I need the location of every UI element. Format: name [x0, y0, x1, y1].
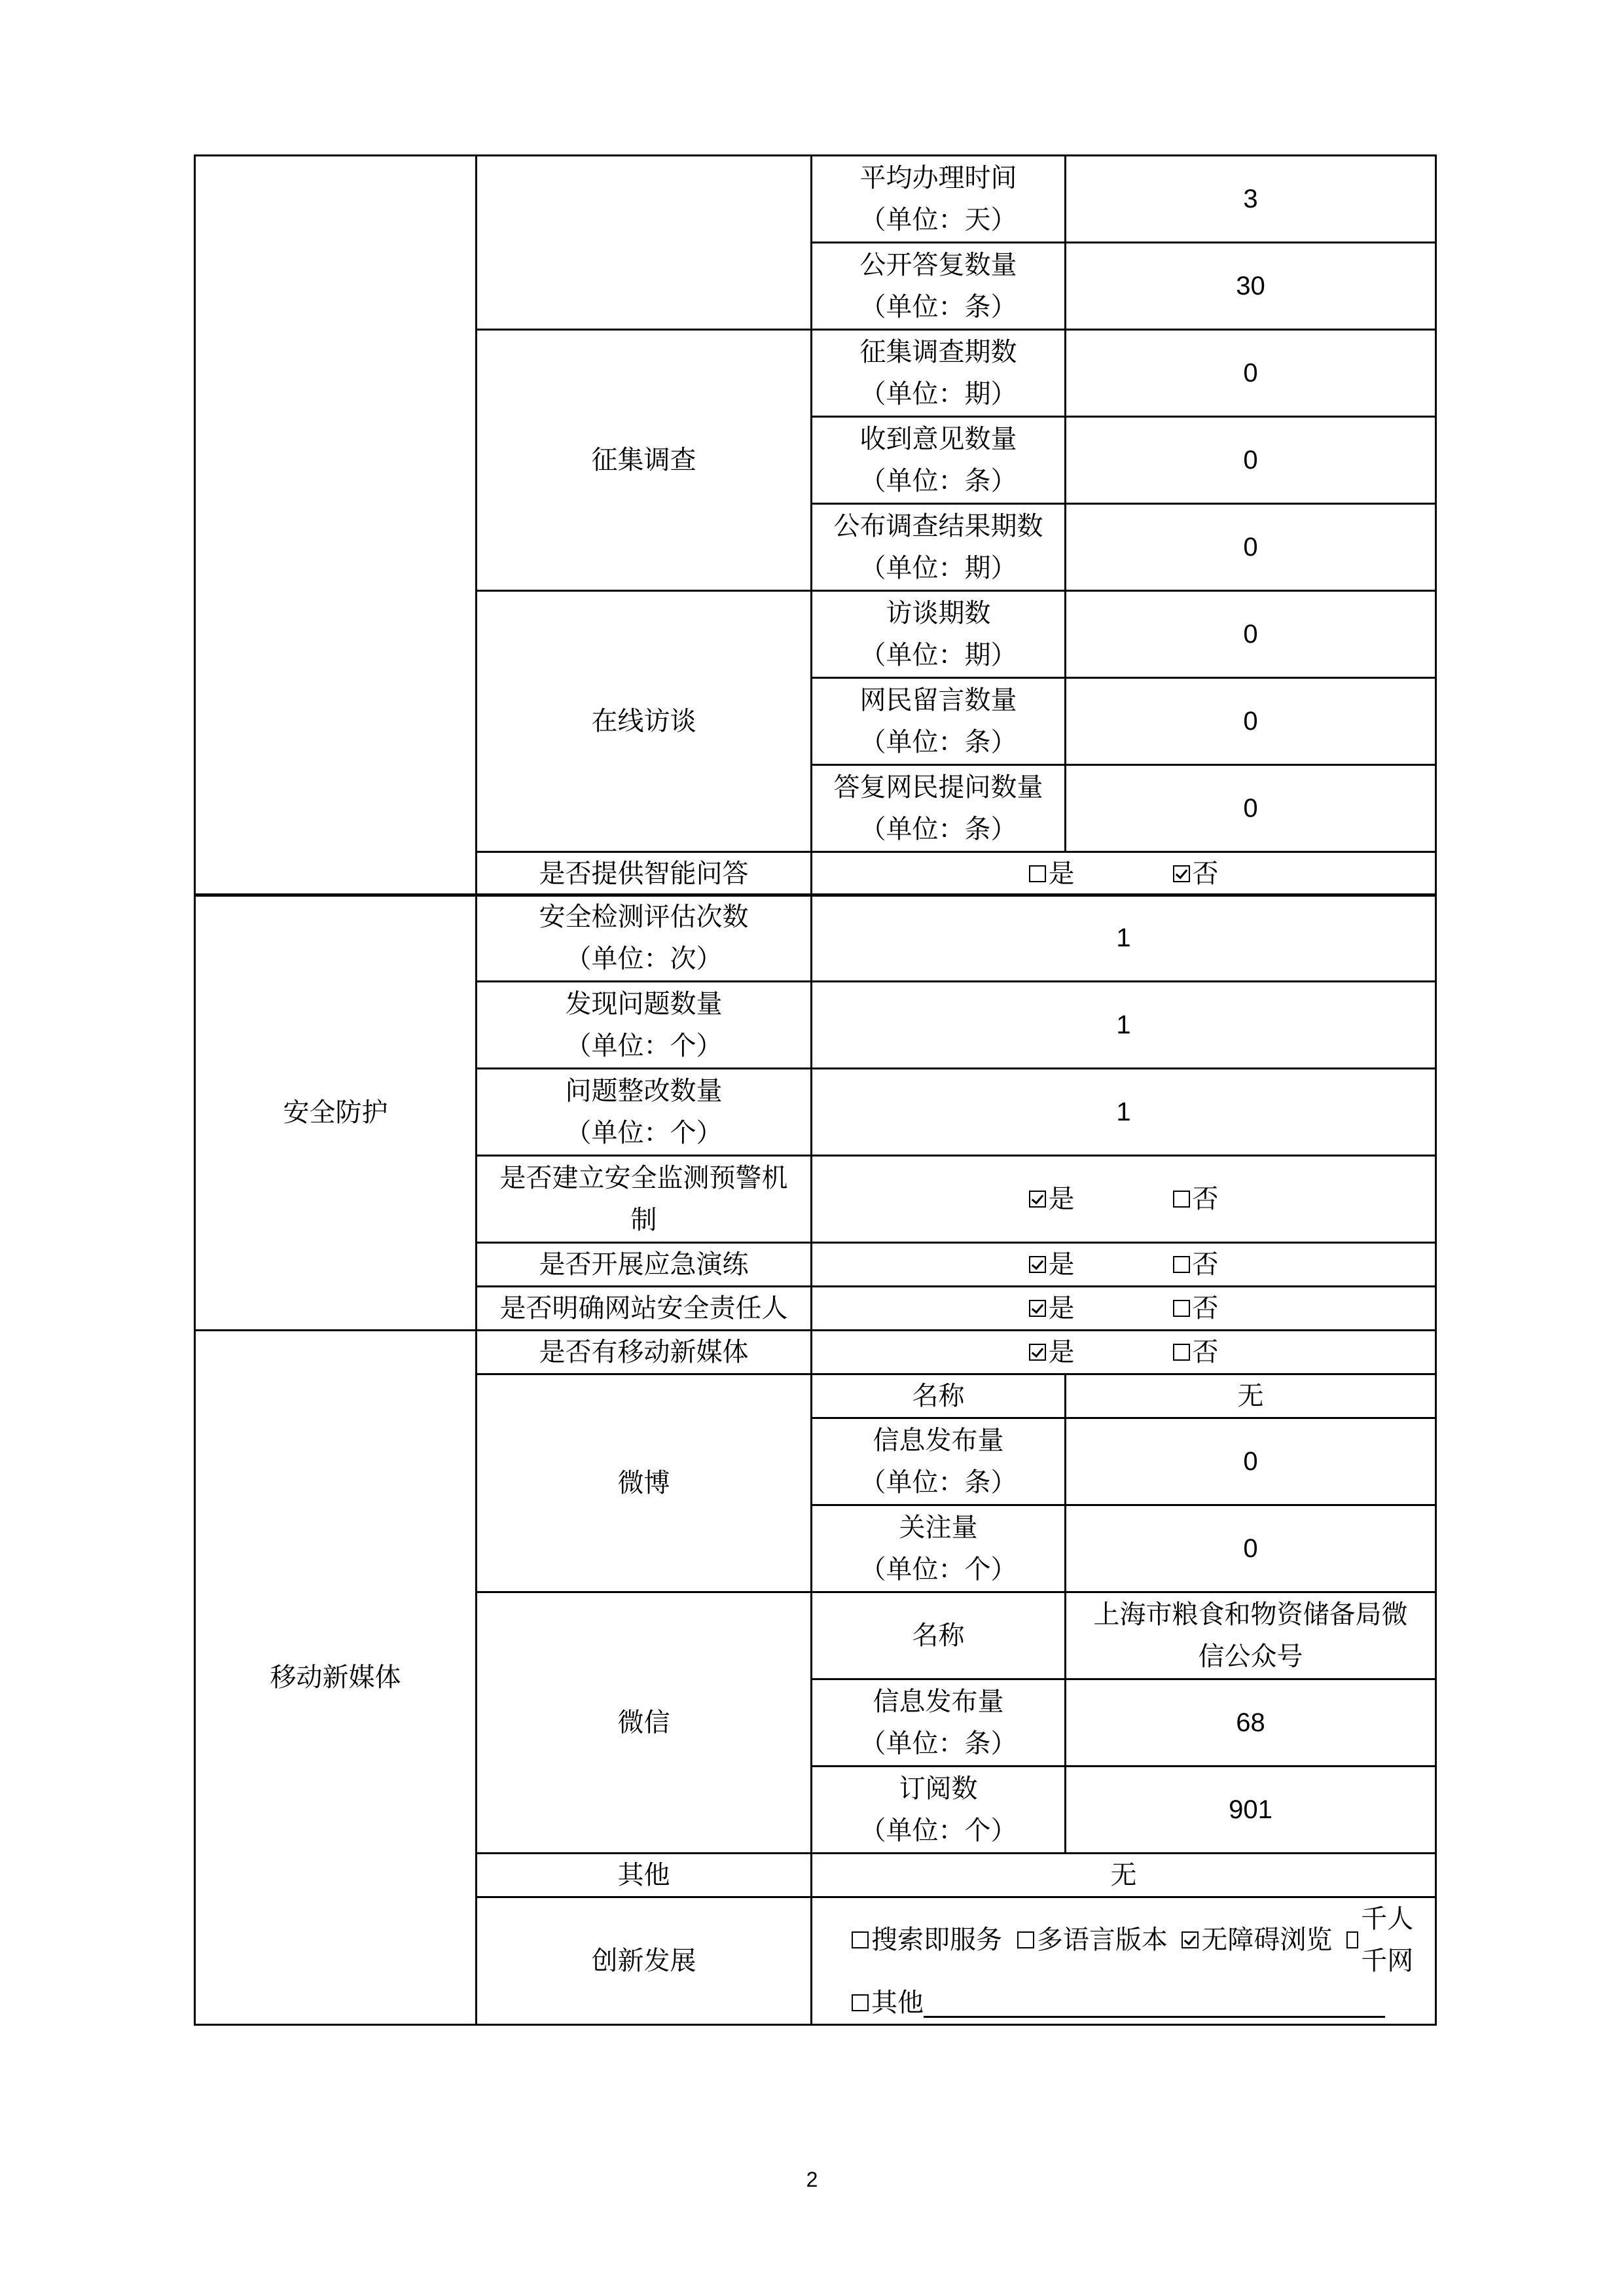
- checkbox-empty-icon: [1173, 1191, 1190, 1208]
- smart-qa-yes-option[interactable]: 是: [1029, 853, 1075, 895]
- checkbox-empty-icon: [1346, 1931, 1358, 1948]
- wechat-posts-value: 68: [1066, 1679, 1436, 1767]
- interview-answers-label: 答复网民提问数量 （单位：条）: [812, 765, 1066, 852]
- survey-opinions-value: 0: [1066, 417, 1436, 504]
- innovation-option-personalized[interactable]: 千人千网: [1346, 1898, 1430, 1982]
- survey-group-label: 征集调查: [477, 330, 812, 591]
- wechat-posts-label: 信息发布量 （单位：条）: [812, 1679, 1066, 1767]
- smart-qa-label: 是否提供智能问答: [477, 852, 812, 896]
- innovation-option-other[interactable]: 其他: [852, 1982, 1385, 2024]
- innovation-option-search[interactable]: 搜索即服务: [852, 1898, 1017, 1982]
- security-checks-label: 安全检测评估次数 （单位：次）: [477, 895, 812, 982]
- weibo-group-label: 微博: [477, 1374, 812, 1592]
- checkbox-empty-icon: [1017, 1931, 1034, 1948]
- media-group-label: 移动新媒体: [195, 1331, 477, 2025]
- interview-group-label: 在线访谈: [477, 591, 812, 852]
- security-warning-yes-option[interactable]: 是: [1029, 1178, 1075, 1220]
- wechat-group-label: 微信: [477, 1592, 812, 1854]
- security-problems-value: 1: [812, 982, 1436, 1069]
- security-drill-yes-option[interactable]: 是: [1029, 1244, 1075, 1285]
- interview-messages-label: 网民留言数量 （单位：条）: [812, 678, 1066, 765]
- checkbox-checked-icon: [1029, 1256, 1046, 1273]
- checkbox-checked-icon: [1182, 1931, 1199, 1948]
- survey-results-label: 公布调查结果期数 （单位：期）: [812, 504, 1066, 591]
- public-replies-label: 公开答复数量 （单位：条）: [812, 243, 1066, 330]
- security-drill-choice: [812, 1243, 1436, 1287]
- weibo-posts-label: 信息发布量 （单位：条）: [812, 1418, 1066, 1505]
- weibo-followers-label: 关注量 （单位：个）: [812, 1505, 1066, 1592]
- survey-opinions-label: 收到意见数量 （单位：条）: [812, 417, 1066, 504]
- weibo-name-value: 无: [1066, 1374, 1436, 1418]
- survey-issues-label: 征集调查期数 （单位：期）: [812, 330, 1066, 417]
- checkbox-empty-icon: [1173, 1344, 1190, 1361]
- innovation-option-accessibility[interactable]: 无障碍浏览: [1182, 1898, 1346, 1982]
- has-media-yes-option[interactable]: 是: [1029, 1331, 1075, 1373]
- security-drill-label: 是否开展应急演练: [477, 1243, 812, 1287]
- checkbox-checked-icon: [1029, 1191, 1046, 1208]
- weibo-followers-value: 0: [1066, 1505, 1436, 1592]
- has-media-choice: [812, 1331, 1436, 1374]
- wechat-subscribers-value: 901: [1066, 1767, 1436, 1854]
- weibo-posts-value: 0: [1066, 1418, 1436, 1505]
- avg-time-value: 3: [1066, 156, 1436, 243]
- public-replies-value: 30: [1066, 243, 1436, 330]
- page-number: 2: [806, 2168, 818, 2191]
- security-warning-no-option[interactable]: 否: [1173, 1178, 1219, 1220]
- security-responsible-yes-option[interactable]: 是: [1029, 1287, 1075, 1329]
- statistics-table: [194, 154, 1437, 897]
- other-fill-in-line[interactable]: [924, 1988, 1385, 2018]
- innovation-option-multilanguage[interactable]: 多语言版本: [1017, 1898, 1182, 1982]
- wechat-subscribers-label: 订阅数 （单位：个）: [812, 1767, 1066, 1854]
- interview-answers-value: 0: [1066, 765, 1436, 852]
- wechat-name-value: 上海市粮食和物资储备局微 信公众号: [1066, 1592, 1436, 1679]
- security-checks-value: 1: [812, 895, 1436, 982]
- media-other-value: 无: [812, 1854, 1436, 1897]
- checkbox-checked-icon: [1029, 1300, 1046, 1317]
- statistics-table-security-media: [194, 893, 1437, 2026]
- checkbox-checked-icon: [1173, 865, 1190, 882]
- interview-issues-value: 0: [1066, 591, 1436, 678]
- has-media-label: 是否有移动新媒体: [477, 1331, 812, 1374]
- smart-qa-choice: [812, 852, 1436, 896]
- checkbox-checked-icon: [1029, 1344, 1046, 1361]
- checkbox-empty-icon: [1173, 1256, 1190, 1273]
- security-responsible-no-option[interactable]: 否: [1173, 1287, 1219, 1329]
- column-b-empty-cell: [477, 156, 812, 330]
- security-responsible-label: 是否明确网站安全责任人: [477, 1287, 812, 1331]
- security-fixed-label: 问题整改数量 （单位：个）: [477, 1069, 812, 1156]
- security-responsible-choice: [812, 1287, 1436, 1331]
- checkbox-empty-icon: [852, 1994, 869, 2011]
- checkbox-empty-icon: [1173, 1300, 1190, 1317]
- innovation-options: [812, 1897, 1436, 2025]
- column-a-empty-cell: [195, 156, 477, 896]
- security-problems-label: 发现问题数量 （单位：个）: [477, 982, 812, 1069]
- survey-issues-value: 0: [1066, 330, 1436, 417]
- checkbox-empty-icon: [852, 1931, 869, 1948]
- security-warning-choice: [812, 1156, 1436, 1243]
- interview-messages-value: 0: [1066, 678, 1436, 765]
- security-warning-label: 是否建立安全监测预警机 制: [477, 1156, 812, 1243]
- security-drill-no-option[interactable]: 否: [1173, 1244, 1219, 1285]
- has-media-no-option[interactable]: 否: [1173, 1331, 1219, 1373]
- weibo-name-label: 名称: [812, 1374, 1066, 1418]
- checkbox-empty-icon: [1029, 865, 1046, 882]
- media-other-label: 其他: [477, 1854, 812, 1897]
- wechat-name-label: 名称: [812, 1592, 1066, 1679]
- smart-qa-no-option[interactable]: 否: [1173, 853, 1219, 895]
- interview-issues-label: 访谈期数 （单位：期）: [812, 591, 1066, 678]
- avg-time-label: 平均办理时间 （单位：天）: [812, 156, 1066, 243]
- survey-results-value: 0: [1066, 504, 1436, 591]
- security-group-label: 安全防护: [195, 895, 477, 1331]
- security-fixed-value: 1: [812, 1069, 1436, 1156]
- innovation-group-label: 创新发展: [477, 1897, 812, 2025]
